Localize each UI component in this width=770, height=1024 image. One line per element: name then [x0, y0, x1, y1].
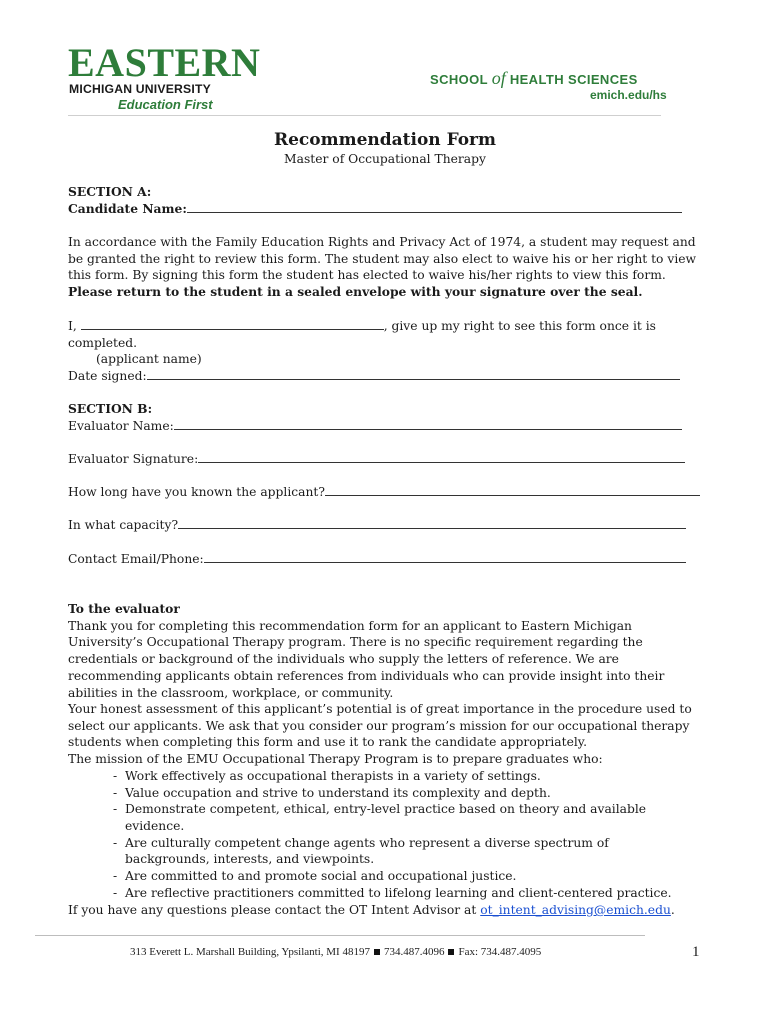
- date-signed-line[interactable]: [147, 368, 680, 380]
- candidate-name-label: Candidate Name:: [68, 200, 187, 216]
- ferpa-text: In accordance with the Family Education Rights and Privacy Act of 1974, a student may request and be granted the right to review this form. The student may also elect to waive his or her right to view this form. By signing this form the student has elected to waive his/her rights to view this form.: [68, 235, 697, 283]
- waiver-suffix: , give up my right to see this form once it is completed.: [68, 319, 656, 350]
- page-subtitle: Master of Occupational Therapy: [284, 152, 486, 166]
- eastern-logo-wordmark: EASTERN: [68, 40, 261, 85]
- list-item: - Are committed to and promote social and occupational justice.: [113, 869, 517, 884]
- advisor-email-link[interactable]: ot_intent_advising@emich.edu: [480, 903, 671, 917]
- mission-intro: The mission of the EMU Occupational Therapy Program is to prepare graduates who:: [68, 752, 603, 767]
- header-divider: [68, 115, 661, 116]
- footer-divider: [35, 935, 645, 936]
- evaluator-name-field[interactable]: [68, 418, 718, 435]
- capacity-field[interactable]: [68, 517, 718, 534]
- evaluator-signature-field[interactable]: [68, 451, 718, 468]
- footer-fax: Fax: 734.487.4095: [458, 946, 542, 958]
- contact-label: Contact Email/Phone:: [68, 551, 204, 566]
- ferpa-bold-instruction: Please return to the student in a sealed envelope with your signature over the seal.: [68, 284, 643, 300]
- evaluator-name-label: Evaluator Name:: [68, 418, 174, 433]
- logo-tagline: Education First: [118, 97, 213, 112]
- known-duration-field[interactable]: [68, 484, 718, 501]
- section-b: [68, 401, 718, 567]
- capacity-label: In what capacity?: [68, 518, 179, 533]
- school-name-part1: SCHOOL: [430, 72, 488, 87]
- evaluator-signature-label: Evaluator Signature:: [68, 451, 199, 466]
- evaluator-para1: Thank you for completing this recommendation form for an applicant to Eastern Michigan University’s Occupational Therapy program. There is no specific requirement regarding the credentials or background of the individuals who supply the letters of reference. We are recommending applicants obtain references from individuals who can provide insight into their abilities in the classroom, workplace, or community.: [68, 618, 665, 700]
- school-name-of: of: [491, 68, 506, 88]
- applicant-name-line[interactable]: [81, 318, 384, 330]
- waiver-prefix: I,: [68, 319, 81, 333]
- contact-line[interactable]: [204, 551, 686, 563]
- bullet-square-icon: [374, 949, 380, 955]
- capacity-line[interactable]: [178, 517, 686, 529]
- list-item: - Work effectively as occupational therapists in a variety of settings.: [113, 768, 541, 783]
- candidate-name-field[interactable]: [68, 201, 708, 218]
- school-of-health-sciences: [430, 68, 638, 89]
- list-item: - Are culturally competent change agents who represent a diverse spectrum of backgrounds, interests, and viewpoints.: [113, 835, 609, 867]
- ferpa-paragraph: [68, 234, 708, 301]
- footer-address-line: [130, 946, 541, 958]
- mission-list: [68, 768, 708, 902]
- section-a: [68, 184, 708, 217]
- candidate-name-line[interactable]: [187, 201, 682, 213]
- footer-phone: 734.487.4096: [383, 946, 445, 958]
- known-duration-label: How long have you known the applicant?: [68, 485, 325, 500]
- bullet-square-icon: [448, 949, 454, 955]
- contact-field[interactable]: [68, 551, 718, 568]
- logo-university-name: MICHIGAN UNIVERSITY: [69, 82, 211, 96]
- evaluator-heading: To the evaluator: [68, 601, 180, 616]
- applicant-name-caption: (applicant name): [96, 352, 202, 367]
- mission-section: [68, 701, 708, 901]
- evaluator-section: [68, 601, 708, 701]
- waiver-line: [68, 318, 718, 351]
- list-item: - Value occupation and strive to understand its complexity and depth.: [113, 785, 551, 800]
- page-number: 1: [692, 944, 700, 960]
- list-item: - Are reflective practitioners committed to lifelong learning and client-centered practice.: [113, 885, 672, 900]
- page-title: Recommendation Form: [273, 130, 497, 150]
- footer-address: 313 Everett L. Marshall Building, Ypsilanti, MI 48197: [130, 946, 370, 958]
- date-signed-field[interactable]: [68, 368, 718, 385]
- school-url: emich.edu/hs: [590, 88, 667, 102]
- list-item: - Demonstrate competent, ethical, entry-level practice based on theory and available evidence.: [113, 802, 647, 833]
- section-a-heading: SECTION A:: [68, 184, 152, 199]
- contact-text: If you have any questions please contact the OT Intent Advisor at: [68, 903, 481, 917]
- section-b-heading: SECTION B:: [68, 401, 153, 416]
- waiver-block: [68, 318, 718, 385]
- evaluator-name-line[interactable]: [174, 418, 682, 430]
- evaluator-signature-line[interactable]: [198, 451, 685, 463]
- contact-line-text: If you have any questions please contact the OT Intent Advisor at ot_intent_advising@emich.edu.: [68, 903, 675, 917]
- date-signed-label: Date signed:: [68, 369, 147, 384]
- school-name-part2: HEALTH SCIENCES: [509, 72, 638, 87]
- evaluator-para2: Your honest assessment of this applicant’s potential is of great importance in the procedure used to select our applicants. We ask that you consider our program’s mission for our occupational therapy students when completing this form and use it to rank the candidate appropriately.: [68, 702, 692, 750]
- known-duration-line[interactable]: [325, 484, 700, 496]
